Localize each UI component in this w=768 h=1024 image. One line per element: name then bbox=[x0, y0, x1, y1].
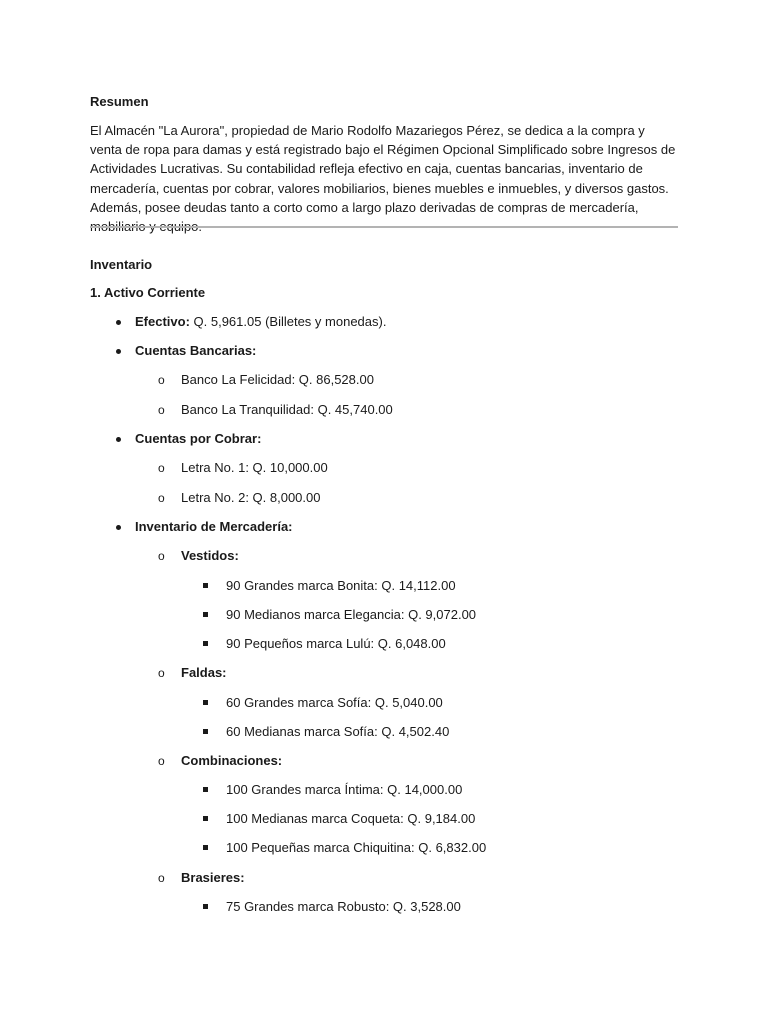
list-item bbox=[226, 723, 449, 741]
letra-item-text: Letra No. 1: Q. 10,000.00 bbox=[181, 460, 328, 475]
bullet-icon bbox=[116, 320, 121, 325]
bank-item-text: Banco La Tranquilidad: Q. 45,740.00 bbox=[181, 402, 393, 417]
square-bullet-icon bbox=[203, 845, 208, 850]
combinaciones-item-text: 100 Medianas marca Coqueta: Q. 9,184.00 bbox=[226, 811, 476, 826]
list-item-vestidos bbox=[158, 547, 239, 565]
list-item bbox=[226, 839, 486, 857]
brasieres-label: Brasieres: bbox=[181, 870, 245, 885]
combinaciones-item-text: 100 Grandes marca Íntima: Q. 14,000.00 bbox=[226, 782, 463, 797]
circle-bullet-icon: o bbox=[158, 491, 165, 505]
list-item bbox=[226, 781, 462, 799]
faldas-item-text: 60 Grandes marca Sofía: Q. 5,040.00 bbox=[226, 695, 443, 710]
combinaciones-item-text: 100 Pequeñas marca Chiquitina: Q. 6,832.00 bbox=[226, 840, 487, 855]
list-item-combinaciones bbox=[158, 752, 283, 770]
efectivo-value: Q. 5,961.05 (Billetes y monedas). bbox=[189, 314, 387, 329]
square-bullet-icon bbox=[203, 583, 208, 588]
cuentas-por-cobrar-label: Cuentas por Cobrar: bbox=[135, 431, 262, 446]
square-bullet-icon bbox=[203, 612, 208, 617]
list-item bbox=[226, 694, 443, 712]
list-item-efectivo bbox=[135, 313, 386, 331]
list-item bbox=[226, 606, 476, 624]
square-bullet-icon bbox=[203, 816, 208, 821]
list-item bbox=[226, 898, 461, 916]
brasieres-item-text: 75 Grandes marca Robusto: Q. 3,528.00 bbox=[226, 899, 461, 914]
circle-bullet-icon: o bbox=[158, 754, 165, 768]
circle-bullet-icon: o bbox=[158, 666, 165, 680]
list-item bbox=[158, 371, 374, 389]
list-item bbox=[226, 635, 446, 653]
list-item-cuentas-bancarias bbox=[135, 342, 256, 360]
letra-item-text: Letra No. 2: Q. 8,000.00 bbox=[181, 490, 321, 505]
vestidos-label: Vestidos: bbox=[181, 548, 239, 563]
list-item-faldas bbox=[158, 664, 227, 682]
list-item-inventario-mercaderia bbox=[135, 518, 293, 536]
bullet-icon bbox=[116, 349, 121, 354]
circle-bullet-icon: o bbox=[158, 373, 165, 387]
summary-paragraph: El Almacén "La Aurora", propiedad de Mario Rodolfo Mazariegos Pérez, se dedica a la compra y venta de ropa para damas y está registrado bajo el Régimen Opcional Simplificado sobre Ingresos de Actividades Lucrativas. Su contabilidad refleja efectivo en caja, cuentas bancarias, inventario de mercadería, cuentas por cobrar, valores mobiliarios, bienes muebles e inmuebles, y diversos gastos. Además, posee deudas tanto a corto como a largo plazo derivadas de compras de mercadería, mobiliario y equipo. bbox=[90, 123, 676, 235]
vestidos-item-text: 90 Grandes marca Bonita: Q. 14,112.00 bbox=[226, 578, 456, 593]
efectivo-label: Efectivo: bbox=[135, 314, 190, 329]
square-bullet-icon bbox=[203, 700, 208, 705]
circle-bullet-icon: o bbox=[158, 403, 165, 417]
square-bullet-icon bbox=[203, 904, 208, 909]
vestidos-item-text: 90 Pequeños marca Lulú: Q. 6,048.00 bbox=[226, 636, 446, 651]
bank-item-text: Banco La Felicidad: Q. 86,528.00 bbox=[181, 372, 374, 387]
square-bullet-icon bbox=[203, 787, 208, 792]
circle-bullet-icon: o bbox=[158, 461, 165, 475]
list-item bbox=[226, 810, 475, 828]
bullet-icon bbox=[116, 525, 121, 530]
list-item bbox=[158, 401, 393, 419]
list-item bbox=[226, 577, 456, 595]
list-item-brasieres bbox=[158, 869, 245, 887]
section-activo-corriente: 1. Activo Corriente bbox=[90, 285, 206, 300]
horizontal-divider bbox=[90, 226, 678, 228]
faldas-item-text: 60 Medianas marca Sofía: Q. 4,502.40 bbox=[226, 724, 450, 739]
mercaderia-label: Inventario de Mercadería: bbox=[135, 519, 293, 534]
cuentas-bancarias-label: Cuentas Bancarias: bbox=[135, 343, 257, 358]
list-item-cuentas-por-cobrar bbox=[135, 430, 261, 448]
bullet-icon bbox=[116, 437, 121, 442]
circle-bullet-icon: o bbox=[158, 871, 165, 885]
list-item bbox=[158, 459, 328, 477]
faldas-label: Faldas: bbox=[181, 665, 227, 680]
square-bullet-icon bbox=[203, 729, 208, 734]
square-bullet-icon bbox=[203, 641, 208, 646]
inventario-heading: Inventario bbox=[90, 257, 153, 272]
combinaciones-label: Combinaciones: bbox=[181, 753, 283, 768]
list-item bbox=[158, 489, 321, 507]
vestidos-item-text: 90 Medianos marca Elegancia: Q. 9,072.00 bbox=[226, 607, 477, 622]
circle-bullet-icon: o bbox=[158, 549, 165, 563]
summary-heading: Resumen bbox=[90, 94, 149, 109]
